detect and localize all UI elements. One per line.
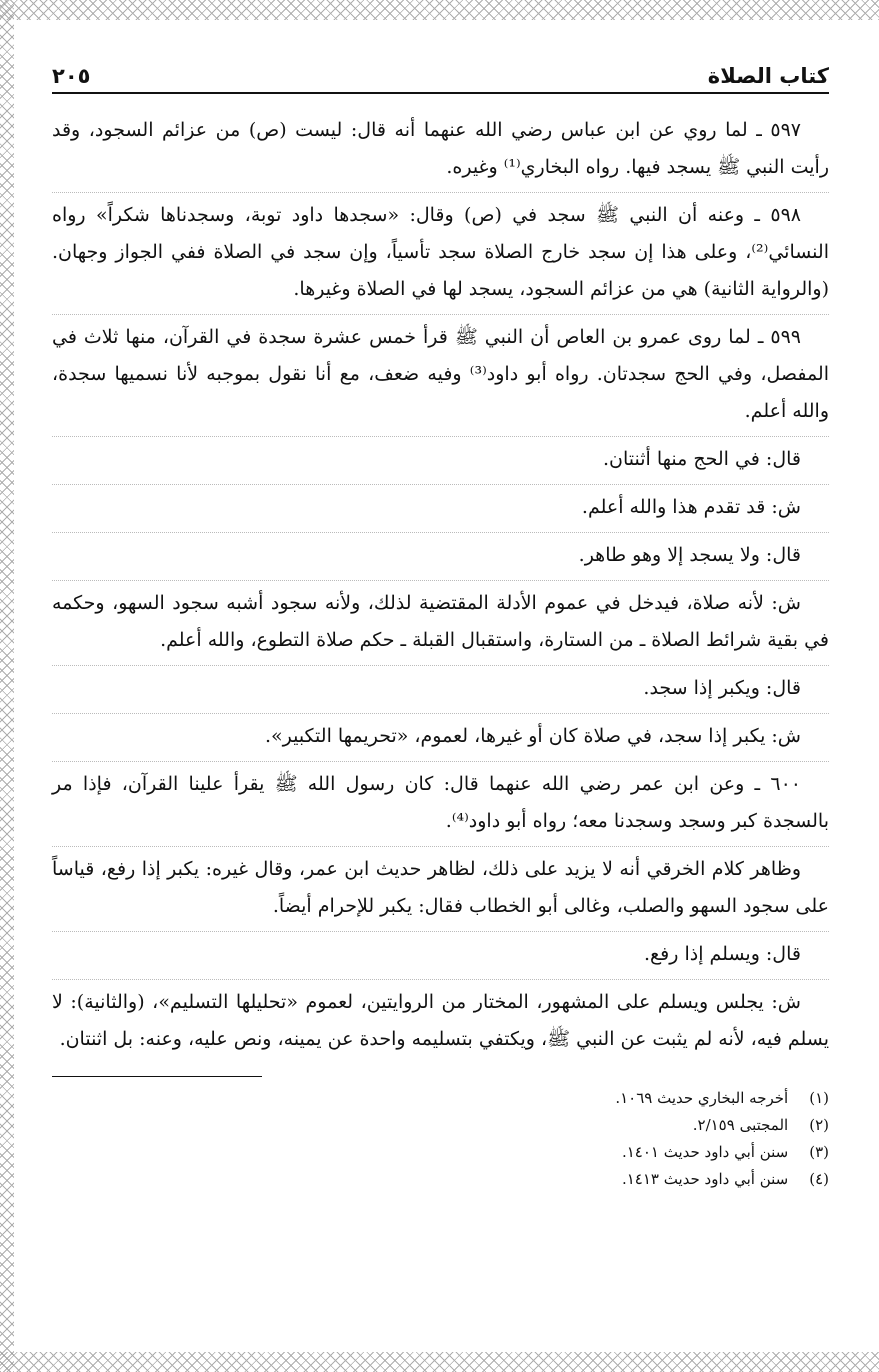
footnote-text: أخرجه البخاري حديث ١٠٦٩. [615, 1089, 789, 1107]
decorative-border-bottom [0, 1352, 879, 1372]
paragraph: ش: لأنه صلاة، فيدخل في عموم الأدلة المقتضية لذلك، ولأنه سجود أشبه سجود السهو، وحكمه في بقية شرائط الصلاة ـ من الستارة، واستقبال القبلة ـ حكم صلاة التطوع، والله أعلم. [52, 581, 829, 666]
paragraph: ٥٩٨ ـ وعنه أن النبي ﷺ سجد في (ص) وقال: «سجدها داود توبة، وسجدناها شكراً» رواه النسائي⁽²⁾، وعلى هذا إن سجد خارج الصلاة سجد تأسياً، وإن سجد في الصلاة ففي الجواز وجهان. (والرواية الثانية) هي من عزائم السجود، يسجد لها في الصلاة وغيرها. [52, 193, 829, 315]
paragraph: قال: ويكبر إذا سجد. [52, 666, 829, 714]
footnote [52, 1139, 829, 1166]
paragraph: ٦٠٠ ـ وعن ابن عمر رضي الله عنهما قال: كان رسول الله ﷺ يقرأ علينا القرآن، فإذا مر بالسجدة كبر وسجد وسجدنا معه؛ رواه أبو داود⁽⁴⁾. [52, 762, 829, 847]
footnote [52, 1112, 829, 1139]
footnote-number: (١) [809, 1089, 829, 1107]
footnote-number: (٣) [809, 1143, 829, 1161]
page-body [52, 108, 829, 1064]
paragraph: ش: يكبر إذا سجد، في صلاة كان أو غيرها، لعموم، «تحريمها التكبير». [52, 714, 829, 762]
footnote-number: (٤) [809, 1170, 829, 1188]
footnote-text: سنن أبي داود حديث ١٤١٣. [621, 1170, 789, 1188]
paragraph: ش: قد تقدم هذا والله أعلم. [52, 485, 829, 533]
decorative-border-left [0, 0, 14, 1372]
paragraph: قال: ويسلم إذا رفع. [52, 932, 829, 980]
paragraph: قال: ولا يسجد إلا وهو طاهر. [52, 533, 829, 581]
running-title: كتاب الصلاة [707, 64, 829, 88]
decorative-border-top [0, 0, 879, 20]
page-header [52, 48, 829, 94]
paragraph: ٥٩٩ ـ لما روى عمرو بن العاص أن النبي ﷺ قرأ خمس عشرة سجدة في القرآن، منها ثلاث في المفصل، وفي الحج سجدتان. رواه أبو داود⁽³⁾ وفيه ضعف، مع أنا نقول بموجبه لأنا نسميها سجدة، والله أعلم. [52, 315, 829, 437]
book-page [52, 48, 829, 1342]
footnotes [52, 1085, 829, 1193]
paragraph: وظاهر كلام الخرقي أنه لا يزيد على ذلك، لظاهر حديث ابن عمر، وقال غيره: يكبر إذا رفع، قياساً على سجود السهو والصلب، وغالى أبو الخطاب فقال: يكبر للإحرام أيضاً. [52, 847, 829, 932]
paragraph: ٥٩٧ ـ لما روي عن ابن عباس رضي الله عنهما أنه قال: ليست (ص) من عزائم السجود، وقد رأيت النبي ﷺ يسجد فيها. رواه البخاري⁽¹⁾ وغيره. [52, 108, 829, 193]
footnote [52, 1166, 829, 1193]
paragraph: قال: في الحج منها أثنتان. [52, 437, 829, 485]
footnote [52, 1085, 829, 1112]
footnote-text: سنن أبي داود حديث ١٤٠١. [621, 1143, 789, 1161]
paragraph: ش: يجلس ويسلم على المشهور، المختار من الروايتين، لعموم «تحليلها التسليم»، (والثانية): لا يسلم فيه، لأنه لم يثبت عن النبي ﷺ، ويكتفي بتسليمه واحدة عن يمينه، ونص عليه، وعنه: بل اثنتان. [52, 991, 829, 1050]
page-number: ٢٠٥ [52, 64, 91, 88]
footnote-number: (٢) [809, 1116, 829, 1134]
footnote-text: المجتبى ٢/١٥٩. [692, 1116, 789, 1134]
footnote-separator [52, 1076, 262, 1077]
